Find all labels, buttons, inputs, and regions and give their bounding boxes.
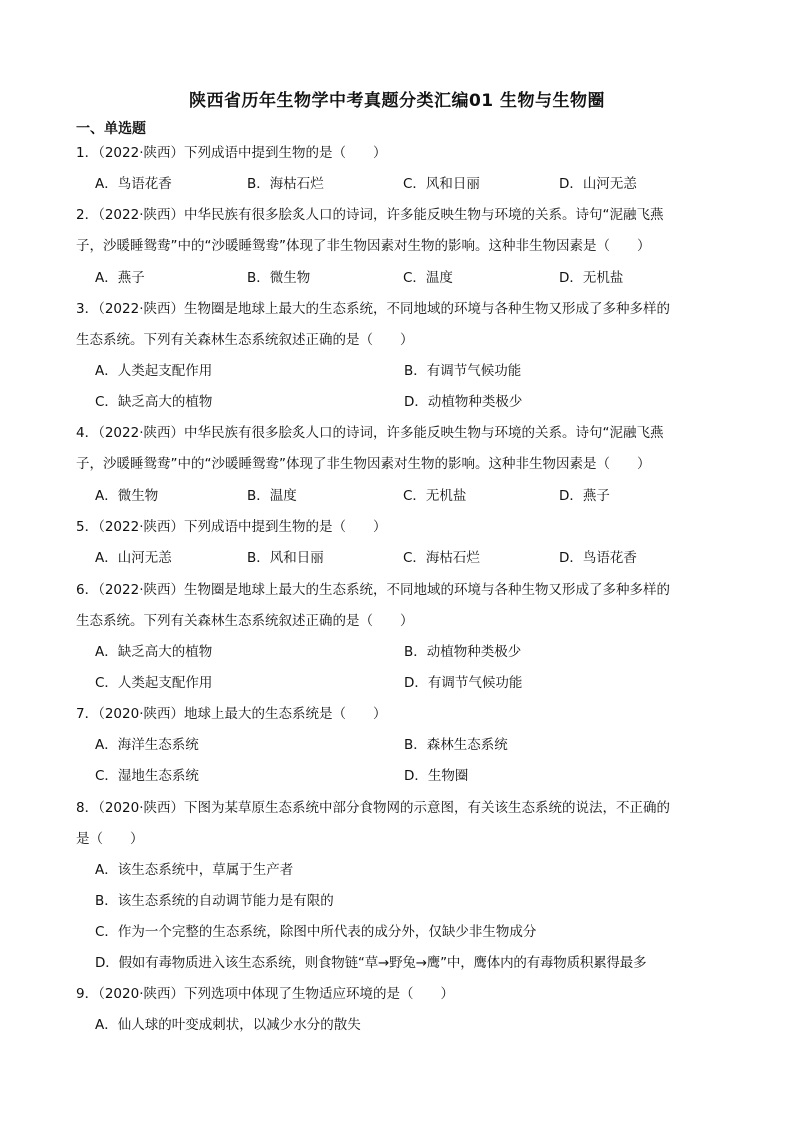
question-text: 9．（2020·陕西）下列选项中体现了生物适应环境的是（ ） bbox=[76, 986, 454, 1002]
option-d[interactable]: D．山河无恙 bbox=[559, 176, 637, 192]
option-d[interactable]: D．动植物种类极少 bbox=[404, 394, 523, 410]
question-text: 子，沙暖睡鸳鸯”中的“沙暖睡鸳鸯”体现了非生物因素对生物的影响。这种非生物因素是（ ） bbox=[76, 456, 651, 472]
option-c[interactable]: C．温度 bbox=[403, 270, 453, 286]
question-8 bbox=[76, 793, 716, 855]
options-row bbox=[95, 543, 735, 574]
option-b[interactable]: B．动植物种类极少 bbox=[404, 644, 522, 660]
option-a[interactable]: A．仙人球的叶变成刺状，以减少水分的散失 bbox=[95, 1017, 361, 1033]
question-text: 是（ ） bbox=[76, 831, 144, 847]
question-text: 4．（2022·陕西）中华民族有很多脍炙人口的诗词，许多能反映生物与环境的关系。诗句“泥融飞燕 bbox=[76, 425, 664, 441]
option-a[interactable]: A．鸟语花香 bbox=[95, 176, 172, 192]
question-text: 2．（2022·陕西）中华民族有很多脍炙人口的诗词，许多能反映生物与环境的关系。诗句“泥融飞燕 bbox=[76, 207, 664, 223]
question-text: 子，沙暖睡鸳鸯”中的“沙暖睡鸳鸯”体现了非生物因素对生物的影响。这种非生物因素是（ ） bbox=[76, 238, 651, 254]
question-text: 1．（2022·陕西）下列成语中提到生物的是（ ） bbox=[76, 145, 387, 161]
section-heading: 一、单选题 bbox=[76, 121, 146, 137]
question-text: 生态系统。下列有关森林生态系统叙述正确的是（ ） bbox=[76, 613, 414, 629]
option-a[interactable]: A．微生物 bbox=[95, 488, 159, 504]
question-text: 5．（2022·陕西）下列成语中提到生物的是（ ） bbox=[76, 519, 387, 535]
option-b[interactable]: B．风和日丽 bbox=[247, 550, 324, 566]
question-text: 6．（2022·陕西）生物圈是地球上最大的生态系统，不同地域的环境与各种生物又形成了多种多样的 bbox=[76, 582, 670, 598]
options-row bbox=[95, 169, 735, 200]
option-d[interactable]: D．鸟语花香 bbox=[559, 550, 637, 566]
question-2 bbox=[76, 200, 716, 262]
option-b[interactable]: B．微生物 bbox=[247, 270, 311, 286]
option-c[interactable]: C．海枯石烂 bbox=[403, 550, 480, 566]
options-row bbox=[95, 481, 735, 512]
question-1 bbox=[76, 138, 716, 169]
question-text: 生态系统。下列有关森林生态系统叙述正确的是（ ） bbox=[76, 332, 414, 348]
question-4 bbox=[76, 418, 716, 480]
question-text: 3．（2022·陕西）生物圈是地球上最大的生态系统，不同地域的环境与各种生物又形成了多种多样的 bbox=[76, 301, 670, 317]
option-a[interactable]: A．燕子 bbox=[95, 270, 145, 286]
option-c[interactable]: C．人类起支配作用 bbox=[95, 675, 213, 691]
question-7 bbox=[76, 699, 716, 730]
page-title: 陕西省历年生物学中考真题分类汇编01 生物与生物圈 bbox=[188, 91, 606, 111]
option-a[interactable]: A．人类起支配作用 bbox=[95, 363, 213, 379]
option-b[interactable]: B．温度 bbox=[247, 488, 297, 504]
option-c[interactable]: C．无机盐 bbox=[403, 488, 467, 504]
question-5 bbox=[76, 512, 716, 543]
question-text: 7．（2020·陕西）地球上最大的生态系统是（ ） bbox=[76, 706, 387, 722]
option-d[interactable]: D．生物圈 bbox=[404, 768, 469, 784]
option-c[interactable]: C．作为一个完整的生态系统，除图中所代表的成分外，仅缺少非生物成分 bbox=[95, 924, 537, 940]
option-d[interactable]: D．燕子 bbox=[559, 488, 610, 504]
option-a[interactable]: A．该生态系统中，草属于生产者 bbox=[95, 862, 294, 878]
option-d[interactable]: D．有调节气候功能 bbox=[404, 675, 523, 691]
option-d[interactable]: D．无机盐 bbox=[559, 270, 624, 286]
question-text: 8．（2020·陕西）下图为某草原生态系统中部分食物网的示意图，有关该生态系统的说法，不正确的 bbox=[76, 800, 670, 816]
options-row bbox=[95, 263, 735, 294]
option-c[interactable]: C．风和日丽 bbox=[403, 176, 480, 192]
question-9 bbox=[76, 979, 716, 1010]
option-b[interactable]: B．森林生态系统 bbox=[404, 737, 508, 753]
option-c[interactable]: C．湿地生态系统 bbox=[95, 768, 199, 784]
option-b[interactable]: B．有调节气候功能 bbox=[404, 363, 522, 379]
option-b[interactable]: B．该生态系统的自动调节能力是有限的 bbox=[95, 893, 334, 909]
option-a[interactable]: A．山河无恙 bbox=[95, 550, 172, 566]
question-3 bbox=[76, 294, 716, 356]
option-d[interactable]: D．假如有毒物质进入该生态系统，则食物链“草→野兔→鹰”中，鹰体内的有毒物质积累得最多 bbox=[95, 955, 647, 971]
option-a[interactable]: A．缺乏高大的植物 bbox=[95, 644, 213, 660]
option-b[interactable]: B．海枯石烂 bbox=[247, 176, 324, 192]
question-6 bbox=[76, 575, 716, 637]
option-c[interactable]: C．缺乏高大的植物 bbox=[95, 394, 213, 410]
option-a[interactable]: A．海洋生态系统 bbox=[95, 737, 199, 753]
